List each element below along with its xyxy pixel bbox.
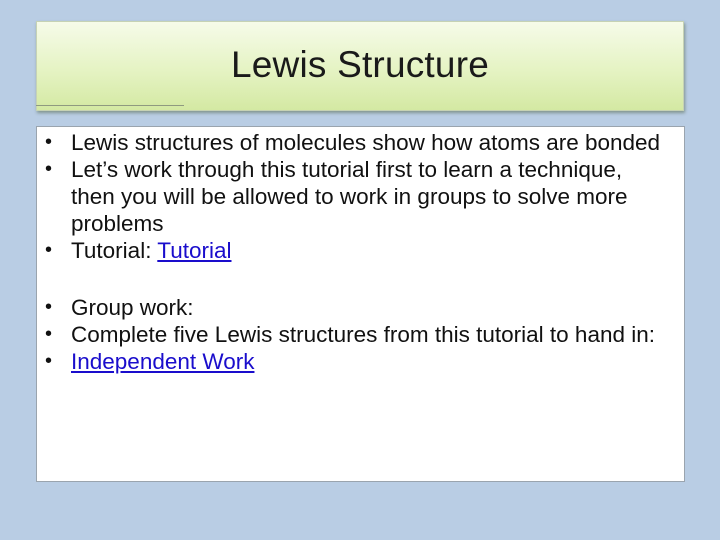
bullet-dot: • [45,131,53,153]
title-box [36,21,684,111]
bullet-text: Complete five Lewis structures from this tutorial to hand in: [71,322,656,347]
bullet-item [37,294,677,321]
bullet-dot: • [45,158,53,180]
bullet-text: Tutorial: [71,238,158,263]
title-divider [36,105,184,106]
bullet-item [37,129,677,156]
bullet-text: Let’s work through this tutorial first to learn a technique, then you will be allowed to work in groups to solve more problems [71,157,628,236]
content-box [36,126,685,482]
bullet-spacer [37,264,677,294]
bullet-text: Group work: [71,295,194,320]
bullet-item [37,156,677,237]
bullet-text: Lewis structures of molecules show how atoms are bonded [71,130,661,155]
bullet-list [37,129,677,375]
bullet-dot: • [45,350,53,372]
independent-work-link[interactable]: Independent Work [71,349,255,374]
tutorial-link[interactable]: Tutorial [157,238,232,263]
bullet-dot: • [45,296,53,318]
bullet-dot: • [45,323,53,345]
bullet-dot: • [45,239,53,261]
bullet-item [37,237,677,264]
bullet-item [37,348,677,375]
slide-title: Lewis Structure [231,44,489,85]
bullet-item [37,321,677,348]
